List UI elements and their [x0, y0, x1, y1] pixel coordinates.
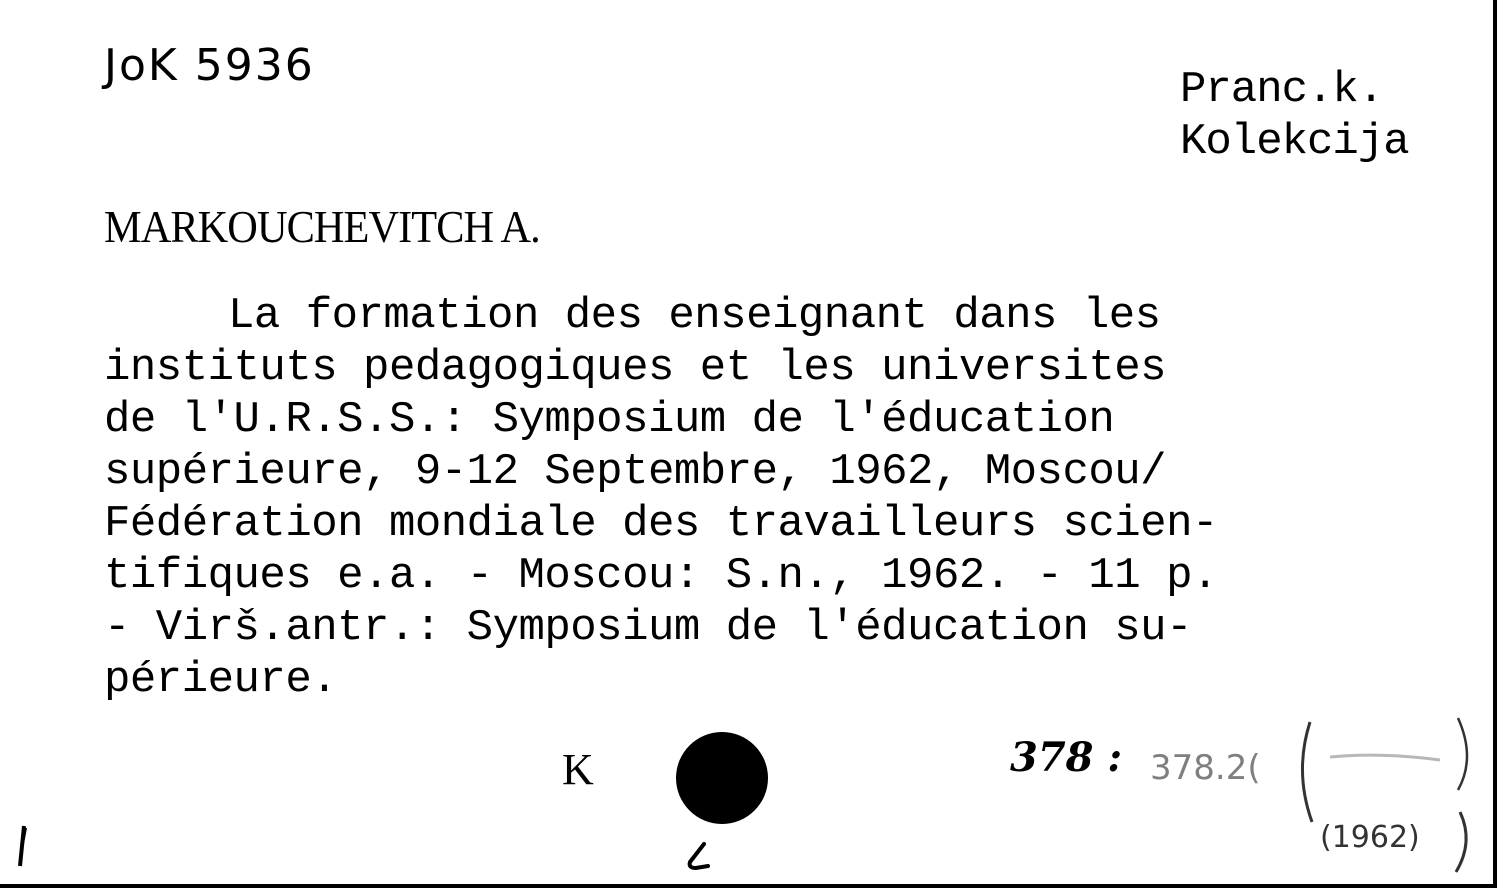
collection-note: [1180, 64, 1409, 168]
punch-hole: [676, 732, 768, 824]
description-line: de l'U.R.S.S.: Symposium de l'éducation: [104, 395, 1115, 445]
description-line: supérieure, 9-12 Septembre, 1962, Moscou/: [104, 447, 1167, 497]
description-line: - Virš.antr.: Symposium de l'éducation su-: [104, 603, 1192, 653]
handwritten-mark: [682, 840, 712, 874]
classification-number: 378 :: [1010, 734, 1123, 781]
handwritten-parentheses: [1290, 712, 1480, 882]
k-mark: K: [562, 745, 594, 794]
classification-number-faint: 378.2(: [1150, 748, 1261, 788]
call-number: JoK 5936: [104, 40, 315, 91]
description-line: tifiques e.a. - Moscou: S.n., 1962. - 11 p.: [104, 551, 1218, 601]
bibliographic-description: [104, 290, 1434, 706]
description-line: Fédération mondiale des travailleurs scien-: [104, 499, 1218, 549]
classification-year: (1962): [1320, 820, 1420, 855]
description-line: périeure.: [104, 655, 338, 705]
collection-line-1: Pranc.k.: [1180, 65, 1384, 115]
collection-line-2: Kolekcija: [1180, 117, 1409, 167]
margin-tick-mark: [14, 824, 30, 868]
description-line: instituts pedagogiques et les universites: [104, 343, 1167, 393]
author-heading: MARKOUCHEVITCH A.: [104, 201, 540, 252]
description-line: La formation des enseignant dans les: [228, 291, 1161, 341]
